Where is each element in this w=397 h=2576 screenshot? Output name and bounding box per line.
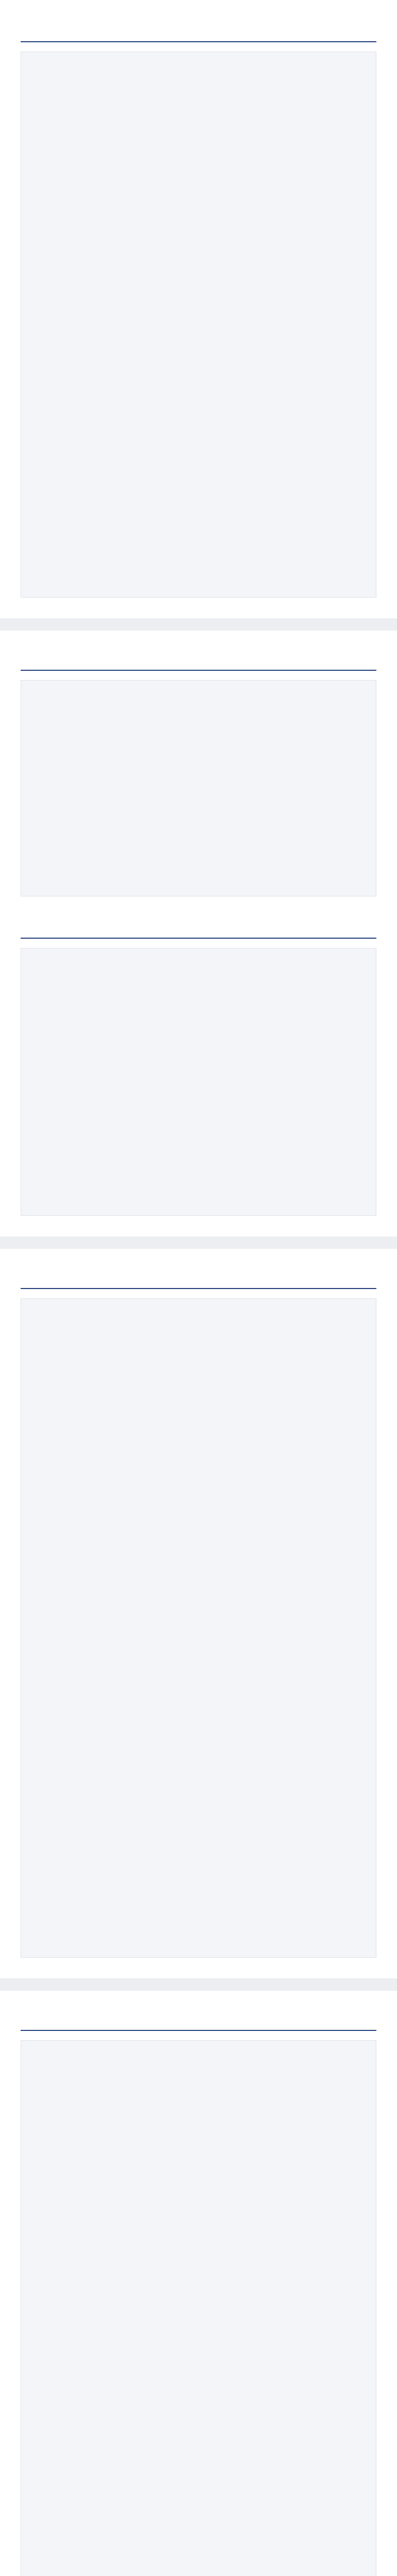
section-3-panel xyxy=(21,948,376,1216)
section-4-panel xyxy=(21,1298,376,1958)
section-2-title xyxy=(21,649,376,671)
section-2-panel xyxy=(21,680,376,896)
section-divider xyxy=(0,618,397,631)
section-divider xyxy=(0,1236,397,1249)
section-5-panel xyxy=(21,2040,376,2576)
section-1-title xyxy=(21,21,376,42)
section-3-title xyxy=(21,917,376,939)
section-4-title xyxy=(21,1267,376,1289)
section-divider xyxy=(0,1978,397,1991)
section-1-panel xyxy=(21,52,376,598)
section-5-title xyxy=(21,2009,376,2031)
